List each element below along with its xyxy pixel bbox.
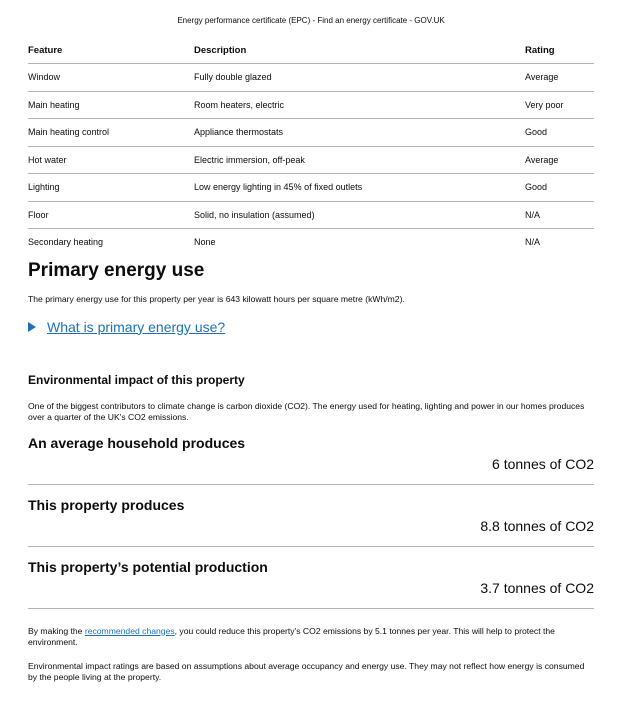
table-row — [28, 201, 594, 229]
rating-cell: N/A — [525, 201, 594, 229]
feature-cell: Floor — [28, 201, 194, 229]
feature-cell: Hot water — [28, 146, 194, 174]
page — [28, 0, 594, 683]
rating-cell: Very poor — [525, 91, 594, 119]
rating-cell: Average — [525, 146, 594, 174]
feature-cell: Main heating control — [28, 119, 194, 147]
description-cell: Fully double glazed — [194, 64, 525, 92]
table-row — [28, 119, 594, 147]
ratings-note: Environmental impact ratings are based on assumptions about average occupancy and energy use. They may not reflect how energy is consumed by the people living at the property. — [28, 660, 585, 682]
primary-energy-heading: Primary energy use — [28, 259, 205, 281]
expand-triangle-icon[interactable] — [28, 322, 36, 332]
recommendation-before: By making the — [28, 625, 85, 636]
table-header-row — [28, 37, 594, 64]
features-table — [28, 37, 594, 256]
description-cell: Appliance thermostats — [194, 119, 525, 147]
header-feature: Feature — [28, 37, 194, 64]
recommended-changes-link[interactable]: recommended changes — [84, 625, 175, 636]
header-description: Description — [194, 37, 525, 64]
feature-cell: Window — [28, 64, 194, 92]
description-cell: Low energy lighting in 45% of fixed outlets — [194, 174, 525, 202]
recommendation-text — [28, 626, 594, 648]
environmental-impact-intro: One of the biggest contributors to climate change is carbon dioxide (CO2). The energy used for heating, lighting and power in our homes produces over a quarter of the UK's CO2 emissions. — [28, 400, 585, 422]
environmental-impact-heading: Environmental impact of this property — [28, 372, 245, 387]
property-produces-block — [28, 496, 594, 547]
recommendation-after: , you could reduce this property's CO2 emissions by 5.1 tonnes per year. This will help to protect the environment. — [28, 625, 555, 647]
description-cell: Electric immersion, off-peak — [194, 146, 525, 174]
primary-energy-details-link[interactable]: What is primary energy use? — [47, 318, 226, 335]
feature-cell: Lighting — [28, 174, 194, 202]
description-cell: Room heaters, electric — [194, 91, 525, 119]
average-household-block — [28, 434, 594, 485]
rating-cell: Good — [525, 174, 594, 202]
primary-energy-text: The primary energy use for this property per year is 643 kilowatt hours per square metre (kWh/m2). — [28, 293, 405, 304]
table-row — [28, 91, 594, 119]
table-row — [28, 174, 594, 202]
table-row — [28, 229, 594, 256]
rating-cell: Average — [525, 64, 594, 92]
feature-cell: Main heating — [28, 91, 194, 119]
feature-cell: Secondary heating — [28, 237, 104, 248]
potential-production-label: This property’s potential production — [28, 558, 268, 575]
header-rating: Rating — [525, 37, 594, 64]
average-household-label: An average household produces — [28, 434, 246, 451]
potential-production-block — [28, 558, 594, 609]
property-produces-label: This property produces — [28, 496, 185, 513]
rating-cell: N/A — [525, 237, 541, 248]
primary-energy-details[interactable] — [28, 318, 594, 336]
description-cell: None — [194, 237, 216, 248]
table-row — [28, 64, 594, 92]
description-cell: Solid, no insulation (assumed) — [194, 201, 525, 229]
rating-cell: Good — [525, 119, 594, 147]
average-household-value: 6 tonnes of CO2 — [492, 455, 594, 472]
potential-production-value: 3.7 tonnes of CO2 — [480, 579, 594, 596]
property-produces-value: 8.8 tonnes of CO2 — [480, 517, 594, 534]
document-title: Energy performance certificate (EPC) - Find an energy certificate - GOV.UK — [177, 16, 445, 25]
table-row — [28, 146, 594, 174]
